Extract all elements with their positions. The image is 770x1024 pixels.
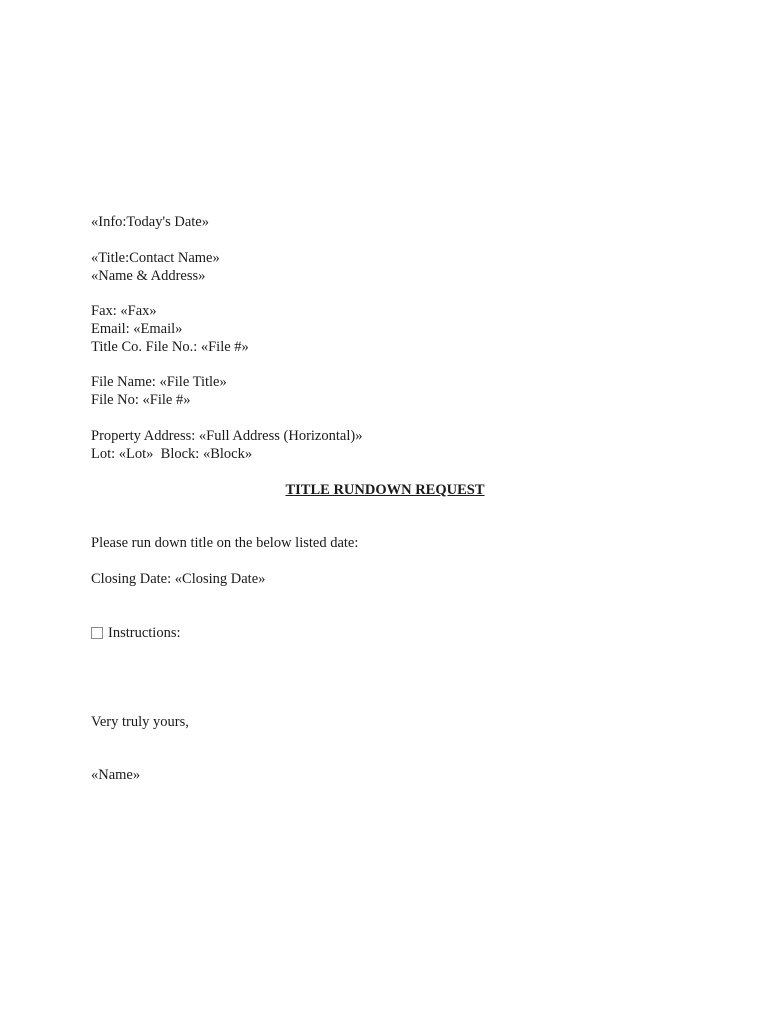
fax-line: Fax: «Fax» <box>91 303 157 319</box>
instructions-label: Instructions: <box>108 625 181 641</box>
property-address-line: Property Address: «Full Address (Horizontal)» <box>91 428 363 444</box>
file-name-line: File Name: «File Title» <box>91 374 227 390</box>
email-line: Email: «Email» <box>91 321 183 337</box>
body-text: Please run down title on the below listed date: <box>91 535 359 551</box>
lot-block-line: Lot: «Lot» Block: «Block» <box>91 446 253 462</box>
title-co-file-no-line: Title Co. File No.: «File #» <box>91 339 249 355</box>
recipient-contact-name: «Title:Contact Name» <box>91 250 220 266</box>
instructions-checkbox[interactable] <box>91 627 103 639</box>
recipient-name-address: «Name & Address» <box>91 268 206 284</box>
file-no-line: File No: «File #» <box>91 392 191 408</box>
document-title: TITLE RUNDOWN REQUEST <box>285 482 485 498</box>
date-line: «Info:Today's Date» <box>91 214 209 230</box>
instructions-row <box>91 624 181 642</box>
closing-date-line: Closing Date: «Closing Date» <box>91 571 266 587</box>
salutation: Very truly yours, <box>91 714 189 730</box>
signature-name: «Name» <box>91 767 141 783</box>
